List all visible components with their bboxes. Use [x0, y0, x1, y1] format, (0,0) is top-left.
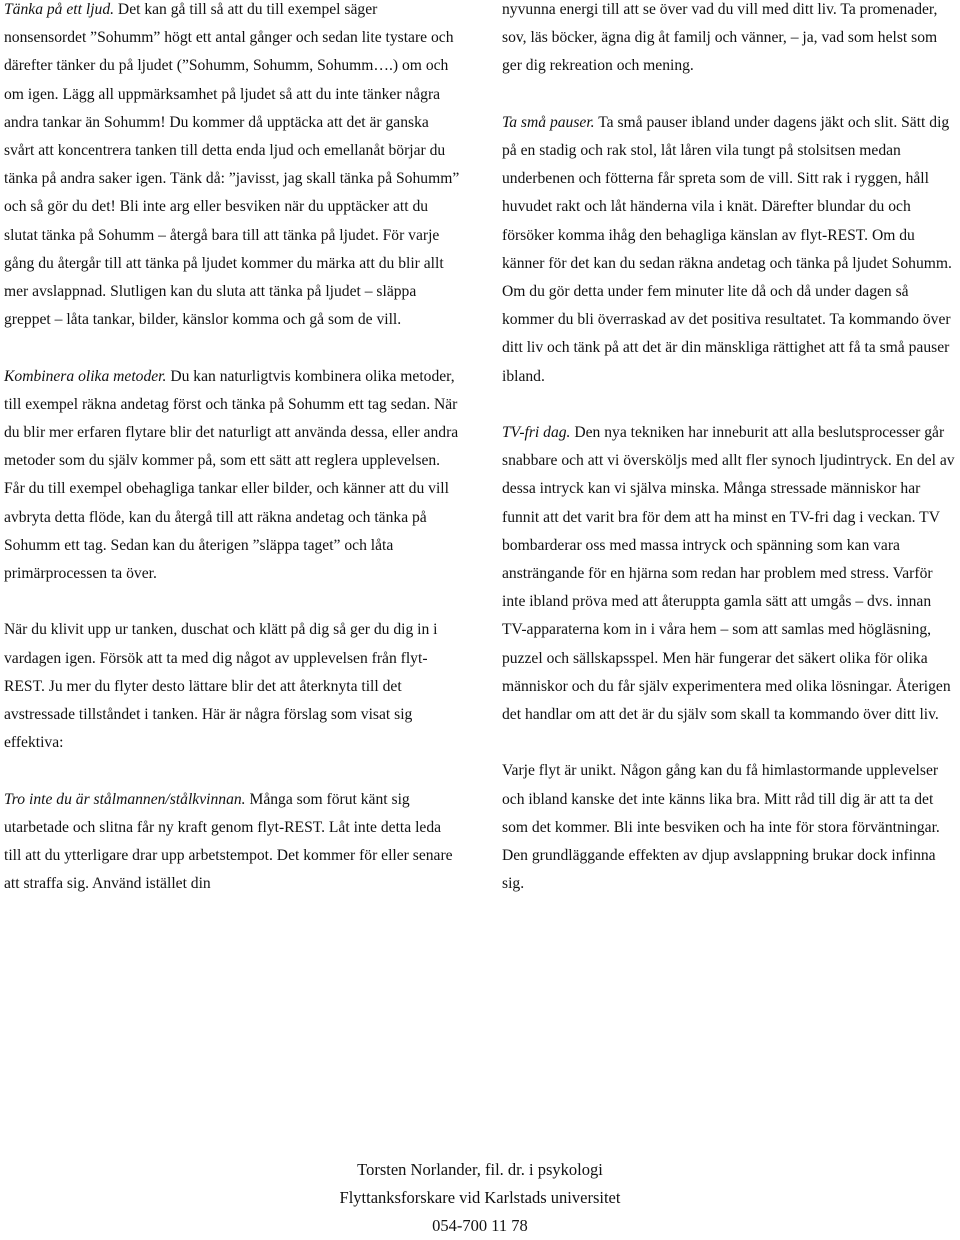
paragraph-heading: Ta små pauser. [502, 113, 595, 131]
paragraph-text: Den nya tekniken har inneburit att alla beslutsprocesser går snabbare och att vi översköljs med allt fler synoch ljudintryck. En del av dessa intryck kan vi själva minska. Många stressade människor har funnit att det varit bra för dem att ha minst en TV-fri dag i veckan. TV bombarderar oss med massa intryck och spänning som kan vara ansträngande för en hjärna som redan har problem med stress. Varför inte ibland pröva med att återuppta gamla sätt att umgås – dvs. innan TV-apparaterna kom in i våra hem – som att samlas med högläsning, puzzel och sällskapsspel. Men här fungerar det säkert olika för olika människor och du får själv experimentera med olika lösningar. Återigen det handlar om att det är du själv som skall ta kommando över ditt liv. [502, 424, 955, 724]
right-column [502, 0, 958, 898]
paragraph-heading: Kombinera olika metoder. [4, 367, 167, 385]
paragraph-text: Ta små pauser ibland under dagens jäkt och slit. Sätt dig på en stadig och rak stol, låt låren vila tungt på stolsitsen medan underbenen och fötterna får spreta som de vill. Sitt rak i ryggen, håll huvudet rakt och låt händerna vila i knät. Därefter blundar du och försöker komma ihåg den behagliga känslan av flyt-REST. Om du känner för det kan du sedan räkna andetag och tänka på ljudet Sohumm. Om du gör detta under fem minuter lite då och då under dagen så kommer du bli överraskad av det positiva resultatet. Ta kommando över ditt liv och tänk på att det är din mänskliga rättighet att få ta små pauser ibland. [502, 113, 952, 385]
paragraph-heading: Tro inte du är stålmannen/stålkvinnan. [4, 790, 246, 808]
paragraph-text: Det kan gå till så att du till exempel säger nonsensordet ”Sohumm” högt ett antal gånger och sedan lite tystare och därefter tänker du på ljudet (”Sohumm, Sohumm, Sohumm….) om och om igen. Lägg all uppmärksamhet på ljudet så att du inte tänker några andra tankar än Sohumm! Du kommer då upptäcka att det är ganska svårt att koncentrera tanken till detta enda ljud och emellanåt börjar du tänka på andra saker igen. Tänk då: ”javisst, jag skall tänka på Sohumm” och så gör du det! Bli inte arg eller besviken när du upptäcker att du slutat tänka på Sohumm – återgå bara till att tänka på ljudet. För varje gång du återgår till att tänka på ljudet kommer du märka att du blir allt mer avslappnad. Slutligen kan du sluta att tänka på ljudet – släppa greppet – låta tankar, bilder, känslor komma och gå som de vill. [4, 1, 460, 329]
paragraph-heading: TV-fri dag. [502, 424, 571, 442]
paragraph-text: När du klivit upp ur tanken, duschat och klätt på dig så ger du dig in i vardagen igen. Försök att ta med dig något av upplevelsen från flyt-REST. Ju mer du flyter desto lättare blir det att återknyta till det avstressade tillståndet i tanken. Här är några förslag som visat sig effektiva: [4, 621, 438, 752]
author-name: Torsten Norlander, fil. dr. i psykologi [357, 1160, 603, 1179]
paragraph-text: Du kan naturligtvis kombinera olika metoder, till exempel räkna andetag först och tänka på Sohumm ett tag sedan. När du blir mer erfaren flytare blir det naturligt att använda dessa, eller andra metoder som du själv kommer på, som ett sätt att reglera upplevelsen. Får du till exempel obehagliga tankar eller bilder, och känner att du vill avbryta detta flöde, kan du återgå till att räkna andetag och tänka på Sohumm ett tag. Sedan kan du återigen ”släppa taget” och låta primärprocessen ta över. [4, 367, 459, 583]
paragraph-small-breaks [502, 109, 958, 391]
author-footer [0, 1156, 960, 1240]
paragraph-continuation [502, 0, 958, 81]
left-column [4, 0, 460, 898]
paragraph-sohumm [4, 0, 460, 334]
paragraph-text: Varje flyt är unikt. Någon gång kan du få himlastormande upplevelser och ibland kanske det inte känns lika bra. Mitt råd till dig är att ta det som det kommer. Bli inte besviken och ha inte för stora förväntningar. Den grundläggande effekten av djup avslappning brukar dock infinna sig. [502, 762, 940, 893]
paragraph-after-tank [4, 616, 460, 757]
author-phone: 054-700 11 78 [432, 1216, 528, 1235]
paragraph-heading: Tänka på ett ljud. [4, 1, 115, 18]
author-title: Flyttanksforskare vid Karlstads universitet [339, 1188, 621, 1207]
paragraph-text: nyvunna energi till att se över vad du vill med ditt liv. Ta promenader, sov, läs böcker, ägna dig åt familj och vänner, – ja, vad som helst som ger dig rekreation och mening. [502, 1, 938, 75]
paragraph-combine-methods [4, 363, 460, 589]
paragraph-superman [4, 786, 460, 899]
paragraph-tv-free-day [502, 419, 958, 729]
paragraph-every-float-unique [502, 757, 958, 898]
paragraph-text: Många som förut känt sig utarbetade och slitna får ny kraft genom flyt-REST. Låt inte detta leda till att du ytterligare drar upp arbetstempot. Det kommer för eller senare att straffa sig. Använd istället din [4, 790, 453, 893]
